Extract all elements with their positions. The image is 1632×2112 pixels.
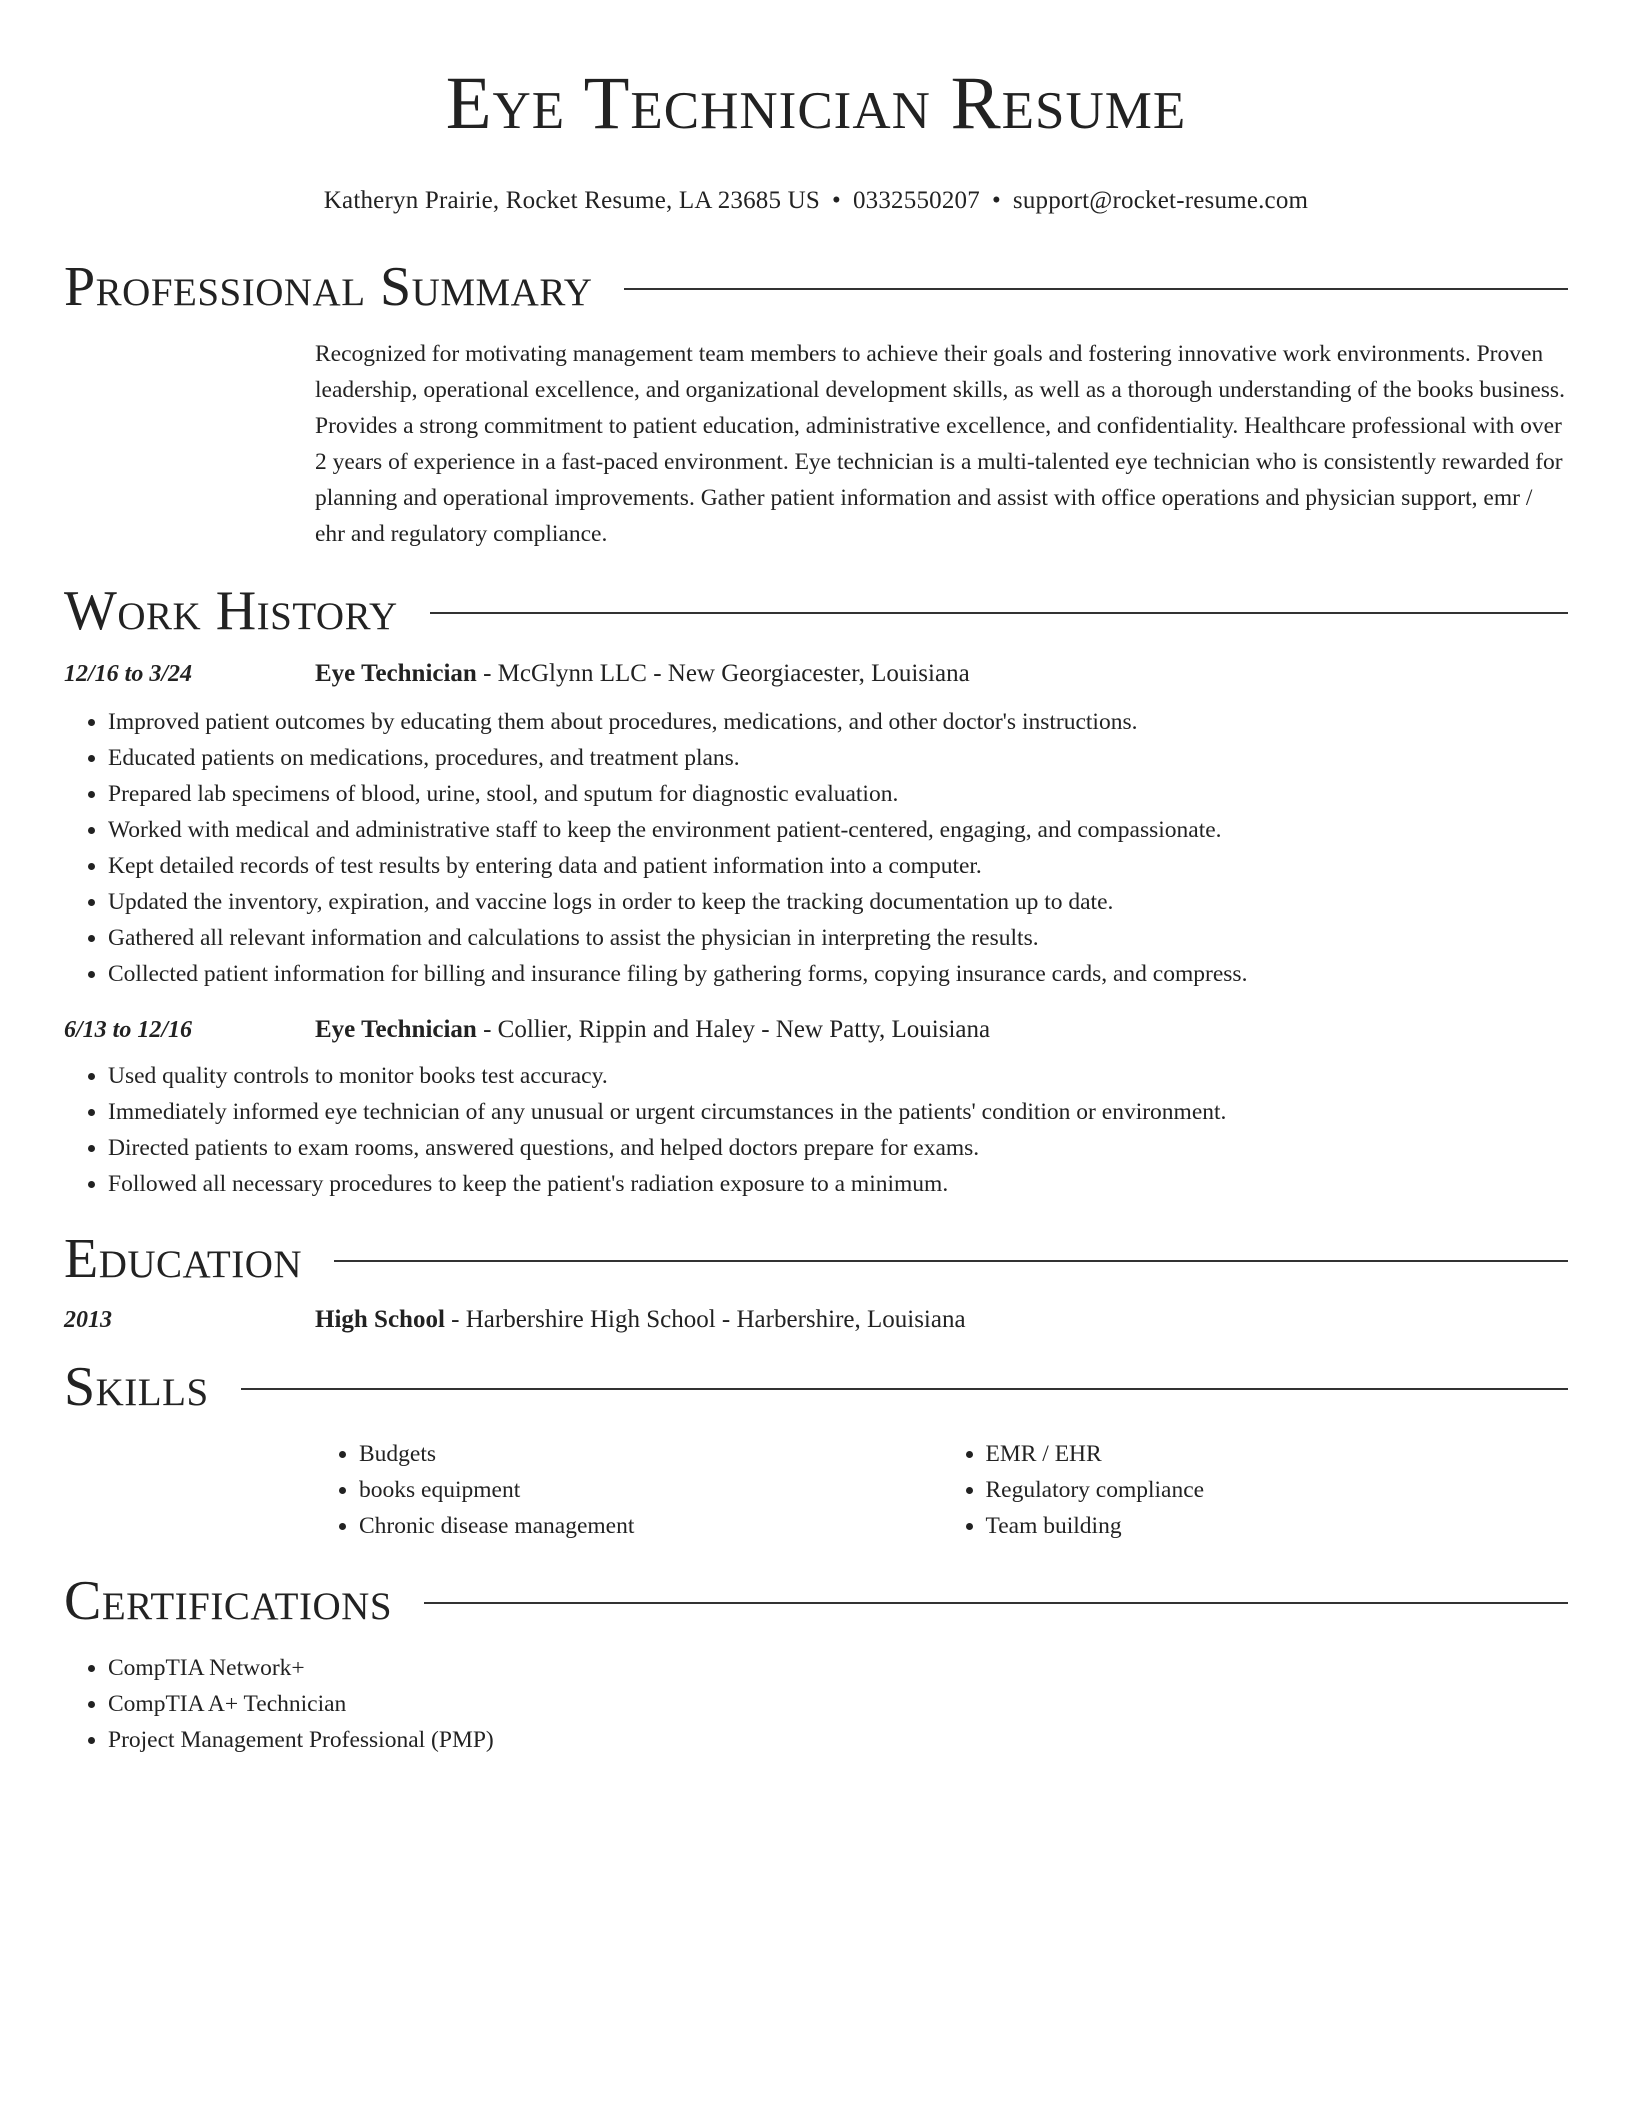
section-header-education xyxy=(64,1224,1568,1294)
section-title-summary: Professional Summary xyxy=(64,256,593,318)
education-entry xyxy=(64,1306,1568,1334)
list-item: • Directed patients to exam rooms, answered questions, and helped doctors prepare for exams. xyxy=(108,1130,1568,1166)
section-title-work: Work History xyxy=(64,580,398,642)
job-header xyxy=(64,660,1568,688)
list-item: • Immediately informed eye technician of any unusual or urgent circumstances in the patients' condition or environment. xyxy=(108,1094,1568,1130)
section-divider xyxy=(334,1260,1568,1262)
skill-item: • books equipment xyxy=(359,1472,942,1508)
contact-separator: • xyxy=(832,187,841,214)
section-header-work xyxy=(64,576,1568,646)
skill-item: • Team building xyxy=(986,1508,1569,1544)
contact-phone: 0332550207 xyxy=(852,187,980,214)
section-divider xyxy=(624,288,1568,290)
section-divider xyxy=(430,612,1568,614)
certification-item: • CompTIA A+ Technician xyxy=(108,1686,1568,1722)
list-item: • Followed all necessary procedures to keep the patient's radiation exposure to a minimum. xyxy=(108,1166,1568,1202)
section-header-skills xyxy=(64,1352,1568,1422)
list-item: • Educated patients on medications, procedures, and treatment plans. xyxy=(108,740,1568,776)
job-role xyxy=(315,660,970,688)
contact-email: support@rocket-resume.com xyxy=(1012,187,1309,214)
education-year: 2013 xyxy=(64,1307,112,1333)
education-degree: High School xyxy=(315,1306,445,1333)
page-title: Eye Technician Resume xyxy=(445,62,1187,145)
list-item: • Updated the inventory, expiration, and vaccine logs in order to keep the tracking documentation up to date. xyxy=(108,884,1568,920)
job-dates: 12/16 to 3/24 xyxy=(64,661,193,687)
contact-separator: • xyxy=(991,187,1001,214)
skill-item: • Regulatory compliance xyxy=(986,1472,1569,1508)
list-item: • Worked with medical and administrative staff to keep the environment patient-centered, engaging, and compassionate. xyxy=(108,812,1568,848)
skills-list-right xyxy=(942,1436,1569,1544)
skill-item: • Budgets xyxy=(359,1436,942,1472)
list-item: • Used quality controls to monitor books test accuracy. xyxy=(108,1058,1568,1094)
skills-list-left xyxy=(315,1436,942,1544)
job-title: Eye Technician xyxy=(315,660,477,687)
job-role xyxy=(315,1016,990,1044)
section-header-certifications xyxy=(64,1566,1568,1636)
summary-text: Recognized for motivating management team members to achieve their goals and fostering innovative work environments. Proven leadership, operational excellence, and organizational development skills, as well as a thorough understanding of the books business. Provides a strong commitment to patient education, administrative excellence, and confidentiality. Healthcare professional with over 2 years of experience in a fast-paced environment. Eye technician is a multi-talented eye technician who is consistently rewarded for planning and operational improvements. Gather patient information and assist with office operations and physician support, emr / ehr and regulatory compliance. xyxy=(315,341,1565,547)
list-item: • Prepared lab specimens of blood, urine, stool, and sputum for diagnostic evaluation. xyxy=(108,776,1568,812)
job-details: - McGlynn LLC - New Georgiacester, Louisiana xyxy=(476,660,970,687)
section-divider xyxy=(241,1388,1568,1390)
list-item: • Improved patient outcomes by educating them about procedures, medications, and other doctor's instructions. xyxy=(108,704,1568,740)
contact-line xyxy=(64,184,1568,218)
job-title: Eye Technician xyxy=(315,1016,477,1043)
certification-item: • Project Management Professional (PMP) xyxy=(108,1722,1568,1758)
skills-columns xyxy=(315,1436,1568,1544)
certification-item: • CompTIA Network+ xyxy=(108,1650,1568,1686)
section-title-skills: Skills xyxy=(64,1356,209,1418)
list-item: • Collected patient information for billing and insurance filing by gathering forms, copying insurance cards, and compress. xyxy=(108,956,1568,992)
job-bullets xyxy=(64,1058,1568,1202)
education-role xyxy=(315,1306,966,1334)
list-item: • Gathered all relevant information and calculations to assist the physician in interpreting the results. xyxy=(108,920,1568,956)
job-details: - Collier, Rippin and Haley - New Patty, Louisiana xyxy=(476,1016,991,1043)
skill-item: • Chronic disease management xyxy=(359,1508,942,1544)
job-header xyxy=(64,1016,1568,1044)
job-bullets xyxy=(64,704,1568,992)
section-header-summary xyxy=(64,252,1568,322)
skill-item: • EMR / EHR xyxy=(986,1436,1569,1472)
section-divider xyxy=(424,1602,1568,1604)
job-entry xyxy=(64,1016,1568,1202)
education-details: - Harbershire High School - Harbershire, Louisiana xyxy=(444,1306,966,1333)
certifications-list xyxy=(64,1650,1568,1758)
job-dates: 6/13 to 12/16 xyxy=(64,1017,193,1043)
list-item: • Kept detailed records of test results by entering data and patient information into a computer. xyxy=(108,848,1568,884)
section-title-education: Education xyxy=(64,1228,303,1290)
contact-address: Katheryn Prairie, Rocket Resume, LA 23685 US xyxy=(323,187,820,214)
job-entry xyxy=(64,660,1568,992)
section-title-certifications: Certifications xyxy=(64,1570,393,1632)
